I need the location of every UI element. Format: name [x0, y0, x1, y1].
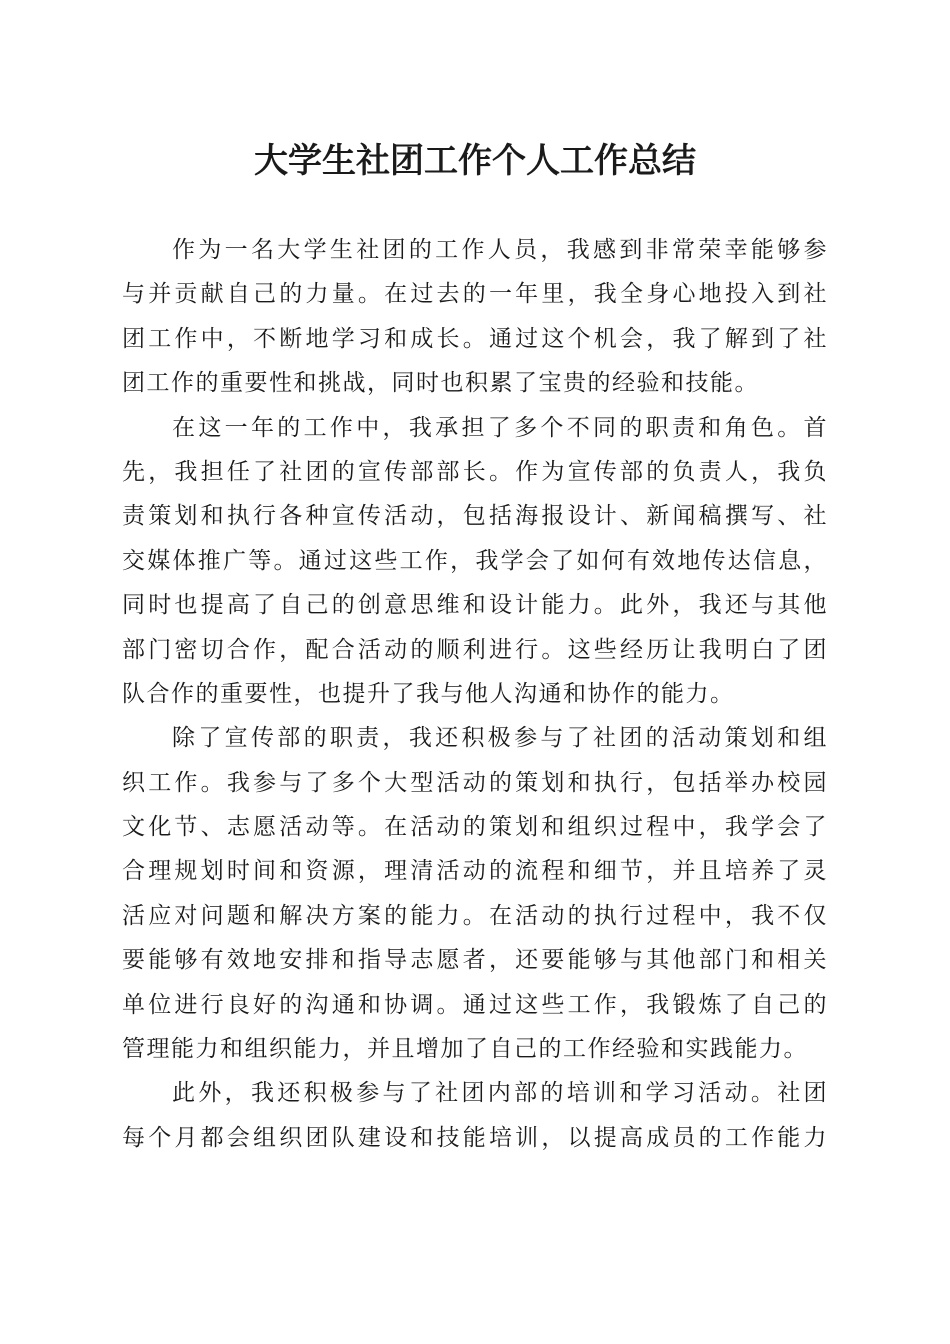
paragraph-1-line-1: 作为一名大学生社团的工作人员，我感到非常荣幸能够参 — [172, 237, 828, 263]
paragraph-1-line-3: 团工作中，不断地学习和成长。通过这个机会，我了解到了社 — [122, 325, 828, 352]
paragraph-3-line-5: 活应对问题和解决方案的能力。在活动的执行过程中，我不仅 — [122, 902, 828, 929]
paragraph-3-line-7: 单位进行良好的沟通和协调。通过这些工作，我锻炼了自己的 — [122, 991, 828, 1018]
paragraph-2-line-1: 在这一年的工作中，我承担了多个不同的职责和角色。首 — [172, 414, 828, 441]
paragraph-2-line-3: 责策划和执行各种宣传活动，包括海报设计、新闻稿撰写、社 — [122, 503, 828, 530]
paragraph-3-line-3: 文化节、志愿活动等。在活动的策划和组织过程中，我学会了 — [122, 814, 828, 841]
paragraph-3-line-4: 合理规划时间和资源，理清活动的流程和细节，并且培养了灵 — [122, 858, 828, 885]
paragraph-3-line-2: 织工作。我参与了多个大型活动的策划和执行，包括举办校园 — [122, 769, 828, 796]
paragraph-2-line-6: 部门密切合作，配合活动的顺利进行。这些经历让我明白了团 — [122, 636, 828, 663]
paragraph-1-line-4: 团工作的重要性和挑战，同时也积累了宝贵的经验和技能。 — [122, 370, 759, 397]
paragraph-3-line-6: 要能够有效地安排和指导志愿者，还要能够与其他部门和相关 — [122, 947, 828, 974]
paragraph-3-line-1: 除了宣传部的职责，我还积极参与了社团的活动策划和组 — [172, 725, 828, 752]
paragraph-2-line-4: 交媒体推广等。通过这些工作，我学会了如何有效地传达信息， — [122, 547, 828, 574]
paragraph-2-line-7: 队合作的重要性，也提升了我与他人沟通和协作的能力。 — [122, 680, 735, 707]
paragraph-4-line-2: 每个月都会组织团队建设和技能培训，以提高成员的工作能力 — [122, 1124, 828, 1151]
paragraph-2-line-5: 同时也提高了自己的创意思维和设计能力。此外，我还与其他 — [122, 592, 828, 619]
document-title: 大学生社团工作个人工作总结 — [254, 141, 696, 181]
paragraph-1-line-2: 与并贡献自己的力量。在过去的一年里，我全身心地投入到社 — [122, 281, 828, 308]
paragraph-2-line-2: 先，我担任了社团的宣传部部长。作为宣传部的负责人，我负 — [122, 458, 828, 485]
paragraph-3-line-8: 管理能力和组织能力，并且增加了自己的工作经验和实践能力。 — [122, 1036, 808, 1063]
document-body — [122, 228, 828, 1160]
paragraph-4-line-1: 此外，我还积极参与了社团内部的培训和学习活动。社团 — [172, 1080, 828, 1107]
